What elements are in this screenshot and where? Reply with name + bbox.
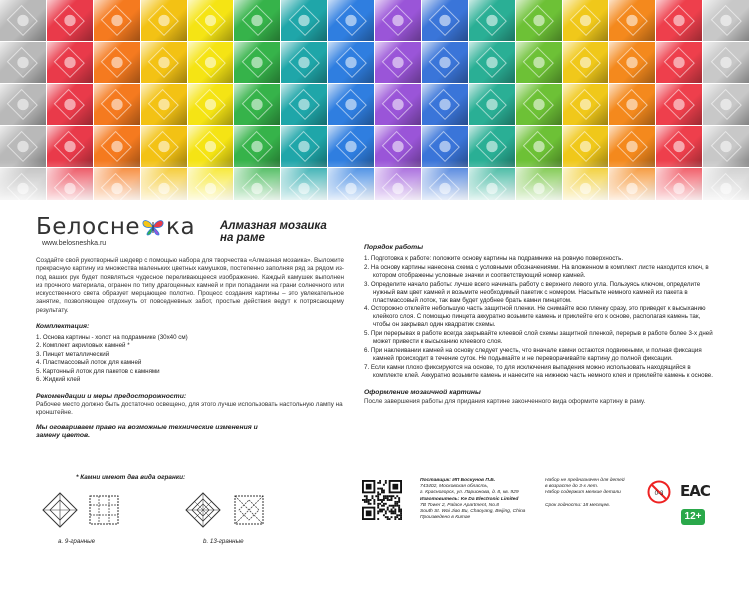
gem-cell <box>656 0 702 41</box>
gem-cell <box>609 42 655 83</box>
brand-logo <box>36 214 195 247</box>
gem-cell <box>375 0 421 41</box>
gem-cell <box>422 42 468 83</box>
gem-cell <box>47 0 93 41</box>
gem-cell <box>94 42 140 83</box>
left-column <box>36 257 344 440</box>
facet-note: * Камни имеют два вида огранки: <box>76 474 186 481</box>
framing-text: После завершения работы для придания картине законченного вида оформите картину в раму. <box>364 397 646 405</box>
gem-cell <box>234 84 280 125</box>
recommend-text: Рабочее место должно быть достаточно освещено, для этого лучше использовать настольную лампу на кронштейне. <box>36 400 343 416</box>
intro-text: Создайте свой рукотворный шедевр с помощью набора для творчества «Алмазная мозаика». Выложите прекрасную картину из множества маленьких цветных камушков, постепенно заполняя ряд за рядом из-под ваших рук будет появляться чудесное переливающееся изображение. Каждый камушек выполнен из прочного материала, огранен по типу драгоценных камней и при попадании на грани солнечного или искусственного света образует мерцающее полотно. Процесс создания картины – это увлекательное занятие, позволяющее отдохнуть от повседневных забот, простые действия ведут к потрясающему результату. <box>36 257 344 314</box>
gem-cell <box>328 0 374 41</box>
manufacturer-line: South St. Wai Jiao Bu, Chaoyang, Beijing, China <box>420 509 526 515</box>
manufacturer-line: Поставщик: ИП Боскунов П.Б. <box>420 478 496 483</box>
gem-cell <box>94 84 140 125</box>
framing-heading: Оформление мозаичной картины <box>364 388 481 396</box>
recommend-heading: Рекомендации и меры предосторожности: <box>36 392 187 400</box>
butterfly-icon <box>140 218 166 236</box>
gem-cell <box>0 42 46 83</box>
qr-code-icon <box>362 480 402 520</box>
gem-cell <box>516 42 562 83</box>
manufacturer-line: г. Красногорск, ул. Ларионова, д. 8, кв. 929 <box>420 490 519 496</box>
eac-mark: EAC <box>680 482 710 500</box>
gem-cell <box>141 0 187 41</box>
warning-info <box>545 478 635 509</box>
age-rating-badge: 12+ <box>681 509 705 525</box>
no-children-under-3-icon <box>647 480 671 504</box>
gem-cell <box>609 0 655 41</box>
gem-cell <box>281 0 327 41</box>
warning-line: в возрасте до 3-х лет. <box>545 484 599 490</box>
age-limit-label: 0-3 <box>654 491 664 497</box>
nine-facet-gem-icon <box>40 490 80 530</box>
procedure-step: 7. Если камни плохо фиксируются на основе, то для исключения выпадения можно использовать находящийся в комплекте клей. Аккуратно возьмите камень и нанесите на нижнюю часть немного клея и приклейте камень к основе. <box>364 363 713 379</box>
disclaimer: Мы оговариваем право на возможные технические изменения и замену цветов. <box>36 424 258 440</box>
gem-cell <box>141 42 187 83</box>
product-title <box>220 220 327 244</box>
warning-line: Набор не предназначен для детей <box>545 478 625 483</box>
procedure-step: 6. При наклеивании камней на основу следует учесть, что вначале камни остаются подвижными, и полная фиксация камней происходит в течение суток. Не подымайте и не переворачивайте картину до полной фиксации. <box>364 346 702 362</box>
gem-cell <box>188 84 234 125</box>
kit-item: 3. Пинцет металлический <box>36 350 110 358</box>
gem-cell <box>47 42 93 83</box>
kit-item: 5. Картонный лоток для пакетов с камнями <box>36 367 160 375</box>
kit-item: 1. Основа картины - холст на подрамнике (30х40 см) <box>36 334 188 342</box>
gem-cell <box>422 0 468 41</box>
gem-cell <box>141 84 187 125</box>
gem-cell <box>516 84 562 125</box>
gem-cell <box>563 84 609 125</box>
facet-a-caption: a. 9-гранные <box>58 538 96 545</box>
gem-cell <box>563 0 609 41</box>
nine-facet-square-icon <box>88 494 120 526</box>
banner-fade <box>0 160 750 205</box>
procedure-step: 3. Определите начало работы: лучше всего начинать работу с верхнего левого угла. Пользуясь ключом, определите нужный вам цвет камней и возьмите необходимый пакетик с номером. Насыпьте немного камней из пакета в пластмассовый лоток, так вам будет удобнее брать камни пинцетом. <box>364 280 701 304</box>
gem-cell <box>234 0 280 41</box>
gem-cell <box>328 84 374 125</box>
gem-cell <box>516 0 562 41</box>
product-title-line2: на раме <box>220 232 265 244</box>
warning-line: Набор содержит мелкие детали <box>545 490 621 496</box>
gem-cell <box>188 0 234 41</box>
gem-cell <box>94 0 140 41</box>
gem-cell <box>234 42 280 83</box>
gem-cell <box>609 84 655 125</box>
logo-word-left: Белосне <box>36 214 141 240</box>
gem-cell <box>469 42 515 83</box>
gem-cell <box>328 42 374 83</box>
gem-cell <box>703 0 749 41</box>
facet-b-caption: b. 13-гранные <box>203 538 244 545</box>
gem-cell <box>0 0 46 41</box>
procedure-steps <box>364 255 714 380</box>
gem-cell <box>375 84 421 125</box>
manufacturer-line: Изготовитель: Ke Da Electronic Limited <box>420 496 519 502</box>
logo-word-right: ка <box>166 214 196 240</box>
gem-cell <box>0 84 46 125</box>
gem-cell <box>281 42 327 83</box>
gem-cell <box>703 84 749 125</box>
kit-list <box>36 334 344 384</box>
right-column <box>364 244 714 406</box>
manufacturer-line: Произведено в Китае <box>420 515 471 521</box>
manufacturer-info <box>420 478 540 521</box>
manufacturer-line: 743402, Московская область, <box>420 484 489 490</box>
gem-cell <box>469 0 515 41</box>
logo-url: www.belosneshka.ru <box>42 240 107 247</box>
thirteen-facet-square-icon <box>233 494 265 526</box>
procedure-step: 5. При перерывах в работе всегда закрывайте клеевой слой схемы защитной пленкой, перерыв в работе более 3-х дней может привести к высыханию клеевого слоя. <box>364 330 713 346</box>
gem-cell <box>422 84 468 125</box>
gem-cell <box>375 42 421 83</box>
warning-line: Срок годности: 18 месяцев. <box>545 502 611 508</box>
procedure-heading: Порядок работы <box>364 244 424 251</box>
gem-cell <box>563 42 609 83</box>
kit-item: 4. Пластмассовый лоток для камней <box>36 359 142 367</box>
gem-cell <box>47 84 93 125</box>
thirteen-facet-gem-icon <box>183 490 223 530</box>
gem-cell <box>188 42 234 83</box>
gem-cell <box>703 42 749 83</box>
manufacturer-line: 7B Tower 2, Palace Apartment, No.8 <box>420 502 500 508</box>
procedure-step: 1. Подготовка к работе: положите основу картины на подрамнике на ровную поверхность. <box>364 255 624 262</box>
kit-item: 2. Комплект акриловых камней * <box>36 342 130 350</box>
kit-heading: Комплектация: <box>36 323 90 331</box>
product-title-line1: Алмазная мозаика <box>220 220 327 232</box>
kit-item: 6. Жидкий клей <box>36 376 81 384</box>
procedure-step: 4. Осторожно отклейте небольшую часть защитной пленки. Не снимайте всю пленку сразу, это приведет к высыханию клейкого слоя. С помощью пинцета аккуратно возьмите камень и приклейте его к основе, располагая камень так, чтобы он закрывал один квадратик схемы. <box>364 305 706 329</box>
gem-cell <box>656 84 702 125</box>
gem-cell <box>469 84 515 125</box>
gem-cell <box>656 42 702 83</box>
gem-cell <box>281 84 327 125</box>
procedure-step: 2. На основу картины нанесена схема с условными обозначениями. На вложенном в комплект листе находится ключ, в котором отображены условные значки и соответствующий номер камней. <box>364 263 709 279</box>
